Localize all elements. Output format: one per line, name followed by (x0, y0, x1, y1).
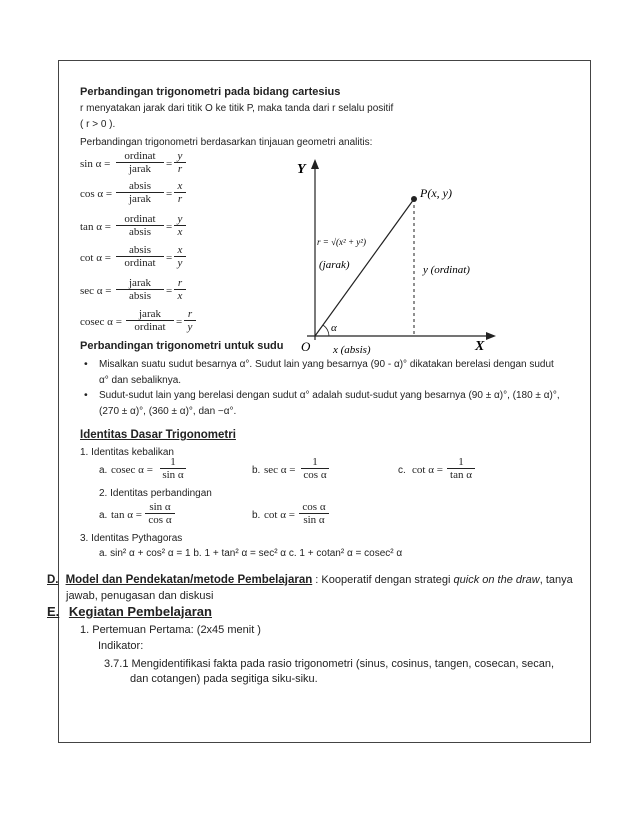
ratio-symbol-fraction: $\frac{r}{y}$ (184, 308, 196, 333)
indikator-text: dan cotangen) pada segitiga siku-siku. (130, 673, 318, 685)
ratio-symbol-fraction: $\frac{y}{r}$ (174, 150, 186, 175)
bullet-text: α° dan sebaliknya. (99, 375, 182, 386)
identity-lhs: cot α = (412, 464, 443, 476)
angle-arc (323, 325, 329, 336)
identity-item: 3. Identitas Pythagoras (80, 533, 183, 544)
bullet-dot: • (84, 389, 88, 401)
ratio-function: cos α = (80, 188, 113, 200)
identity-sub-label: a. (99, 510, 108, 521)
ratio-word-fraction: jarak ordinat (126, 308, 174, 333)
ratio-symbol-fraction: $\frac{x}{r}$ (174, 180, 186, 205)
ratio-function: tan α = (80, 221, 111, 233)
identity-fraction: $\frac{\text{sin α}}{\text{cos α}}$ (145, 501, 175, 526)
y-axis-arrow (311, 159, 319, 169)
ratio-word-fraction: ordinat jarak (116, 150, 164, 175)
identity-item: 1. Identitas kebalikan (80, 447, 174, 458)
section-d-title: Model dan Pendekatan/metode Pembelajaran (65, 574, 313, 586)
text-line: ( r > 0 ). (80, 119, 116, 130)
identity-lhs: sec α = (264, 464, 296, 476)
r-formula-label: r = √(x² + y²) (317, 237, 366, 247)
absis-label: x (absis) (333, 344, 371, 355)
ratio-function: cosec α = (80, 316, 122, 328)
section-e-label: E. (47, 604, 60, 619)
ratio-symbol-fraction: $\frac{x}{y}$ (174, 244, 186, 269)
section-d-text: , tanya (539, 574, 573, 586)
identity-lhs: tan α = (111, 509, 142, 521)
section-d-text: : Kooperatif dengan strategi (312, 574, 454, 586)
cartesian-diagram (285, 155, 500, 355)
equals-sign: = (166, 188, 173, 200)
bullet-text: Sudut-sudut lain yang berelasi dengan sudut α° adalah sudut-sudut yang besarnya (90 ± α)°, (180 ± α)°, (99, 390, 560, 401)
pythagoras-identities: a. sin² α + cos² α = 1 b. 1 + tan² α = sec² α c. 1 + cotan² α = cosec² α (99, 548, 403, 559)
indikator-text: 3.7.1 Mengidentifikasi fakta pada rasio trigonometri (sinus, cosinus, tangen, cosecan, secan, (104, 658, 555, 670)
equals-sign: = (166, 158, 173, 170)
x-axis-label: X (475, 339, 485, 354)
jarak-label: (jarak) (319, 259, 350, 271)
section-heading-identitas: Identitas Dasar Trigonometri (80, 429, 236, 441)
indikator-label: Indikator: (98, 640, 144, 652)
identity-lhs: cosec α = (111, 464, 153, 476)
ratio-function: cot α = (80, 252, 111, 264)
ratio-word-fraction: absis ordinat (116, 244, 164, 269)
equals-sign: = (166, 252, 173, 264)
ratio-symbol-fraction: $\frac{y}{x}$ (174, 213, 186, 238)
section-e-title: Kegiatan Pembelajaran (68, 604, 212, 619)
identity-fraction: $\frac{\text{cos α}}{\text{sin α}}$ (299, 501, 329, 526)
ratio-word-fraction: absis jarak (116, 180, 164, 205)
equals-sign: = (176, 316, 183, 328)
ratio-word-fraction: ordinat absis (116, 213, 164, 238)
origin-label: O (301, 339, 311, 354)
point-p-dot (411, 196, 417, 202)
identity-fraction: $\frac{1}{\text{tan α}}$ (447, 456, 475, 481)
text-line: r menyatakan jarak dari titik O ke titik P, maka tanda dari r selalu positif (80, 103, 394, 114)
bullet-text: Misalkan suatu sudut besarnya α°. Sudut lain yang besarnya (90 - α)° dikatakan berelasi dengan sudut (99, 359, 554, 370)
identity-sub-label: a. (99, 465, 108, 476)
section-d-strategy: quick on the draw (453, 574, 540, 586)
bullet-text: (270 ± α)°, (360 ± α)°, dan −α°. (99, 406, 237, 417)
meeting-item: 1. Pertemuan Pertama: (2x45 menit ) (80, 624, 261, 636)
section-e (47, 605, 212, 618)
point-label: P(x, y) (420, 186, 452, 200)
bullet-dot: • (84, 358, 88, 370)
identity-sub-label: b. (252, 510, 261, 521)
y-axis-label: Y (297, 162, 306, 177)
text-line: Perbandingan trigonometri berdasarkan tinjauan geometri analitis: (80, 137, 373, 148)
identity-fraction: $\frac{1}{\text{cos α}}$ (301, 456, 329, 481)
angle-label: α (331, 322, 337, 334)
section-d (47, 574, 573, 587)
section-d-label: D. (47, 574, 59, 586)
ratio-symbol-fraction: $\frac{r}{x}$ (174, 277, 186, 302)
section-heading-relasi: Perbandingan trigonometri untuk sudu (80, 340, 284, 352)
identity-item: 2. Identitas perbandingan (99, 488, 212, 499)
identity-sub-label: b. (252, 465, 261, 476)
x-axis-arrow (486, 332, 496, 340)
identity-fraction: $\frac{1}{\text{sin α}}$ (160, 456, 186, 481)
ordinat-label: y (ordinat) (423, 264, 470, 276)
ratio-function: sin α = (80, 158, 111, 170)
identity-sub-label: c. (398, 465, 406, 476)
equals-sign: = (166, 221, 173, 233)
ratio-word-fraction: jarak absis (116, 277, 164, 302)
ratio-function: sec α = (80, 285, 112, 297)
equals-sign: = (166, 285, 173, 297)
section-heading-cartesius: Perbandingan trigonometri pada bidang cartesius (80, 86, 341, 98)
identity-lhs: cot α = (264, 509, 295, 521)
section-d-line2: jawab, penugasan dan diskusi (66, 590, 214, 602)
